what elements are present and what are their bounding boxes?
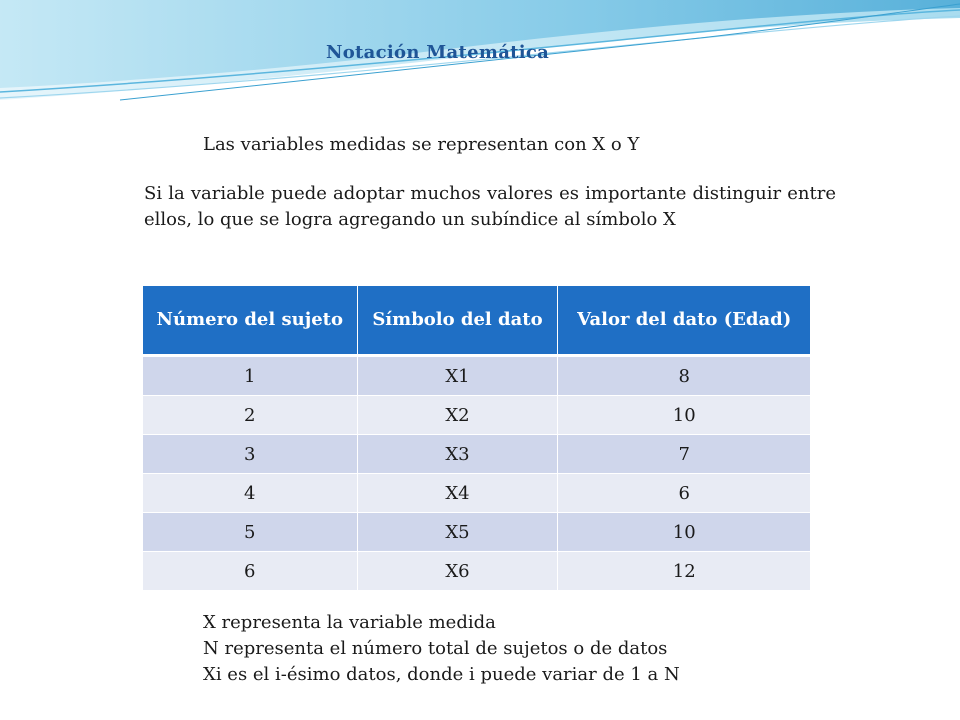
table-row: [143, 435, 810, 474]
table-row: [143, 513, 810, 552]
slide-title: Notación Matemática: [326, 42, 550, 63]
note-total: N representa el número total de sujetos o de datos: [203, 638, 668, 659]
cell-subject: 1: [143, 357, 357, 396]
cell-subject: 4: [143, 474, 357, 513]
cell-value: 7: [557, 435, 810, 474]
cell-symbol: X6: [357, 552, 558, 591]
cell-symbol: X5: [357, 513, 558, 552]
data-table: [143, 286, 810, 591]
cell-value: 8: [557, 357, 810, 396]
cell-symbol: X3: [357, 435, 558, 474]
table-row: [143, 474, 810, 513]
cell-subject: 3: [143, 435, 357, 474]
notes-block: [203, 610, 680, 688]
cell-symbol: X4: [357, 474, 558, 513]
note-variable: X representa la variable medida: [203, 612, 496, 633]
cell-value: 10: [557, 396, 810, 435]
cell-value: 10: [557, 513, 810, 552]
cell-symbol: X1: [357, 357, 558, 396]
intro-line: Las variables medidas se representan con X o Y: [203, 134, 640, 155]
cell-value: 6: [557, 474, 810, 513]
cell-symbol: X2: [357, 396, 558, 435]
table-row: [143, 357, 810, 396]
cell-subject: 2: [143, 396, 357, 435]
cell-subject: 5: [143, 513, 357, 552]
table-row: [143, 396, 810, 435]
table-row: [143, 552, 810, 591]
note-ith: Xi es el i-ésimo datos, donde i puede variar de 1 a N: [203, 664, 680, 685]
cell-value: 12: [557, 552, 810, 591]
header-data-value: Valor del dato (Edad): [557, 286, 810, 357]
explanation-paragraph: Si la variable puede adoptar muchos valores es importante distinguir entre ellos, lo que se logra agregando un subíndice al símbolo X: [144, 183, 836, 230]
cell-subject: 6: [143, 552, 357, 591]
header-data-symbol: Símbolo del dato: [357, 286, 558, 357]
table-header-row: [143, 286, 810, 357]
header-subject-number: Número del sujeto: [143, 286, 357, 357]
